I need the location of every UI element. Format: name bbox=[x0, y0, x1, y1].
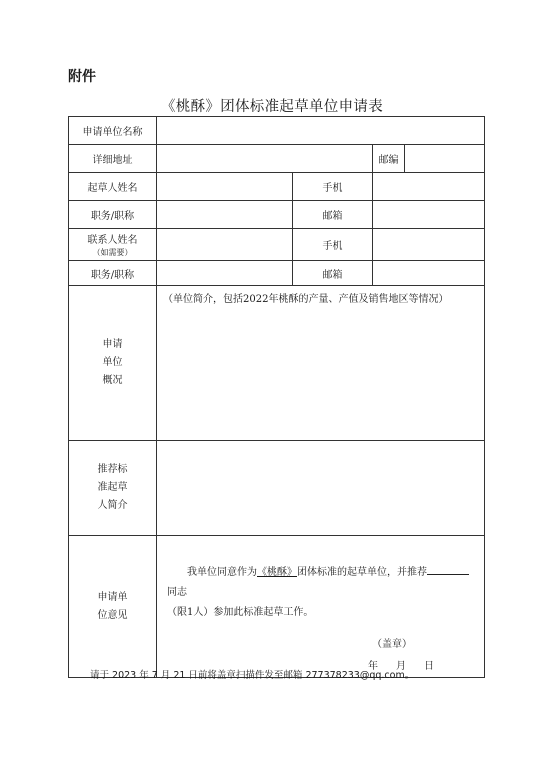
recommended-drafter-label: 推荐标 准起草 人简介 bbox=[69, 441, 157, 536]
row-drafter bbox=[69, 173, 485, 201]
contact-name-text: 联系人姓名 bbox=[87, 235, 138, 246]
contact-note: （如需要） bbox=[92, 248, 133, 257]
opinion-field[interactable] bbox=[157, 536, 485, 678]
address-field[interactable] bbox=[157, 145, 373, 173]
opinion-statement-cont: （限1人）参加此标准起草工作。 bbox=[167, 607, 314, 618]
attachment-label: 附件 bbox=[68, 69, 96, 85]
contact-name-field[interactable] bbox=[157, 229, 293, 261]
opinion-label: 申请单 位意见 bbox=[69, 536, 157, 678]
drafter-mobile-label: 手机 bbox=[293, 173, 373, 201]
contact-mobile-label: 手机 bbox=[293, 229, 373, 261]
applicant-overview-hint: （单位简介，包括2022年桃酥的产量、产值及销售地区等情况） bbox=[163, 294, 449, 305]
contact-name-label bbox=[69, 229, 157, 261]
drafter-email-field[interactable] bbox=[373, 201, 485, 229]
opinion-statement: 我单位同意作为《桃酥》团体标准的起草单位，并推荐同志 bbox=[167, 562, 474, 603]
row-opinion bbox=[69, 536, 485, 678]
date-line: 年 月 日 bbox=[368, 661, 434, 672]
row-drafter-position bbox=[69, 201, 485, 229]
drafter-email-label: 邮箱 bbox=[293, 201, 373, 229]
contact-position-field[interactable] bbox=[157, 261, 293, 286]
drafter-position-label: 职务/职称 bbox=[69, 201, 157, 229]
applicant-name-field[interactable] bbox=[157, 117, 485, 145]
address-label: 详细地址 bbox=[69, 145, 157, 173]
applicant-overview-field[interactable] bbox=[157, 286, 485, 441]
postcode-label: 邮编 bbox=[373, 145, 405, 173]
row-contact bbox=[69, 229, 485, 261]
row-recommended-drafter bbox=[69, 441, 485, 536]
form-title: 《桃酥》团体标准起草单位申请表 bbox=[161, 99, 383, 115]
contact-email-field[interactable] bbox=[373, 261, 485, 286]
drafter-name-field[interactable] bbox=[157, 173, 293, 201]
standard-name: 《桃酥》 bbox=[257, 567, 297, 578]
application-form bbox=[68, 116, 485, 678]
row-address bbox=[69, 145, 485, 173]
drafter-name-label: 起草人姓名 bbox=[69, 173, 157, 201]
contact-position-label: 职务/职称 bbox=[69, 261, 157, 286]
row-applicant-overview bbox=[69, 286, 485, 441]
contact-mobile-field[interactable] bbox=[373, 229, 485, 261]
drafter-mobile-field[interactable] bbox=[373, 173, 485, 201]
row-contact-position bbox=[69, 261, 485, 286]
contact-email-label: 邮箱 bbox=[293, 261, 373, 286]
applicant-overview-label: 申请 单位 概况 bbox=[69, 286, 157, 441]
footer-note: 请于 2023 年 7 月 21 日前将盖章扫描件发至邮箱 277378233@qq.com。 bbox=[90, 670, 415, 681]
drafter-position-field[interactable] bbox=[157, 201, 293, 229]
seal-label: （盖章） bbox=[372, 639, 412, 650]
row-applicant-name bbox=[69, 117, 485, 145]
recommended-drafter-field[interactable] bbox=[157, 441, 485, 536]
postcode-field[interactable] bbox=[405, 145, 485, 173]
applicant-name-label: 申请单位名称 bbox=[69, 117, 157, 145]
recommended-person-blank[interactable] bbox=[427, 562, 469, 575]
